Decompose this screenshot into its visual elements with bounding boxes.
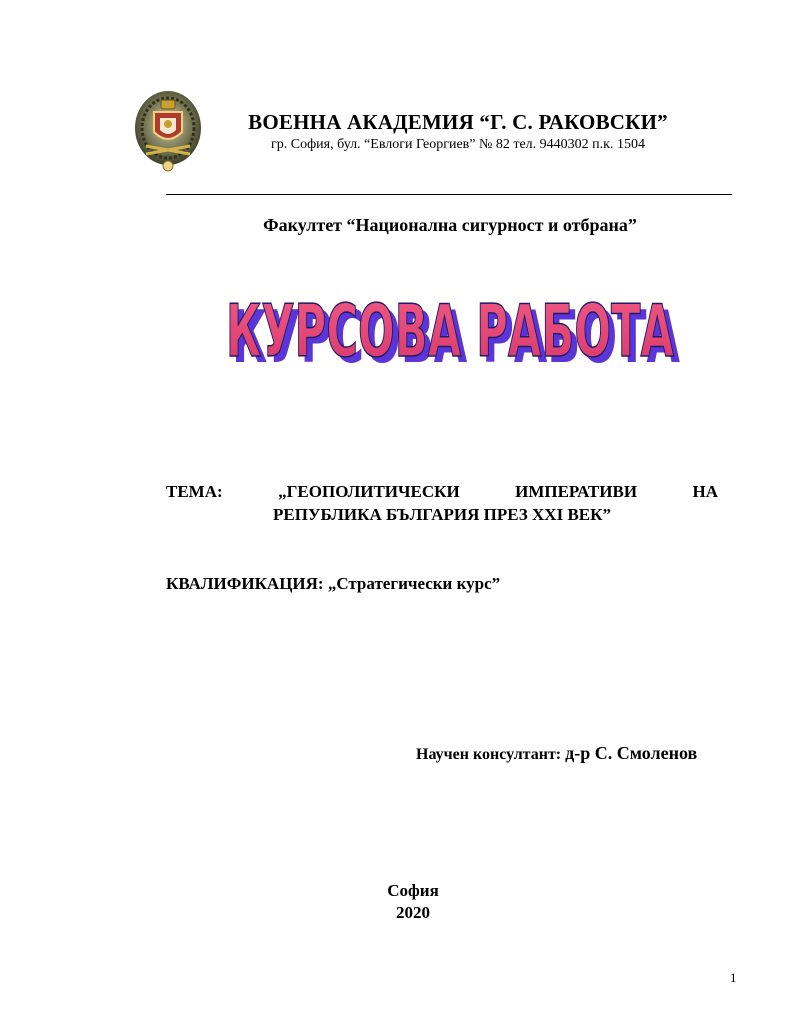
faculty-name: Факултет “Национална сигурност и отбрана” (263, 215, 637, 235)
document-title: КУРСОВА РАБОТА (226, 289, 675, 373)
consultant-label: Научен консултант: (416, 746, 566, 763)
qualification: КВАЛИФИКАЦИЯ: „Стратегически курс” (166, 574, 501, 593)
topic-line-1 (166, 480, 718, 503)
military-academy-emblem-icon (132, 88, 204, 174)
document-title-wordart (212, 278, 692, 388)
consultant-name: д-р С. Смоленов (565, 743, 698, 763)
topic-word: ИМПЕРАТИВИ (515, 482, 638, 501)
scientific-consultant (416, 743, 697, 764)
place-and-year (300, 880, 526, 924)
document-title-shadow: КУРСОВА РАБОТА (232, 295, 681, 379)
topic-line-2: РЕПУБЛИКА БЪЛГАРИЯ ПРЕЗ XXI ВЕК” (273, 505, 611, 524)
topic-word: НА (692, 482, 718, 501)
city: София (387, 881, 439, 900)
topic-word: „ГЕОПОЛИТИЧЕСКИ (278, 482, 460, 501)
topic-block (166, 480, 718, 526)
year: 2020 (396, 903, 430, 922)
topic-label: ТЕМА: (166, 482, 223, 501)
header-divider (166, 194, 732, 195)
page-number: 1 (730, 970, 737, 985)
academy-name: ВОЕННА АКАДЕМИЯ “Г. С. РАКОВСКИ” (248, 110, 668, 134)
academy-address: гр. София, бул. “Евлоги Георгиев” № 82 тел. 9440302 п.к. 1504 (271, 137, 645, 152)
